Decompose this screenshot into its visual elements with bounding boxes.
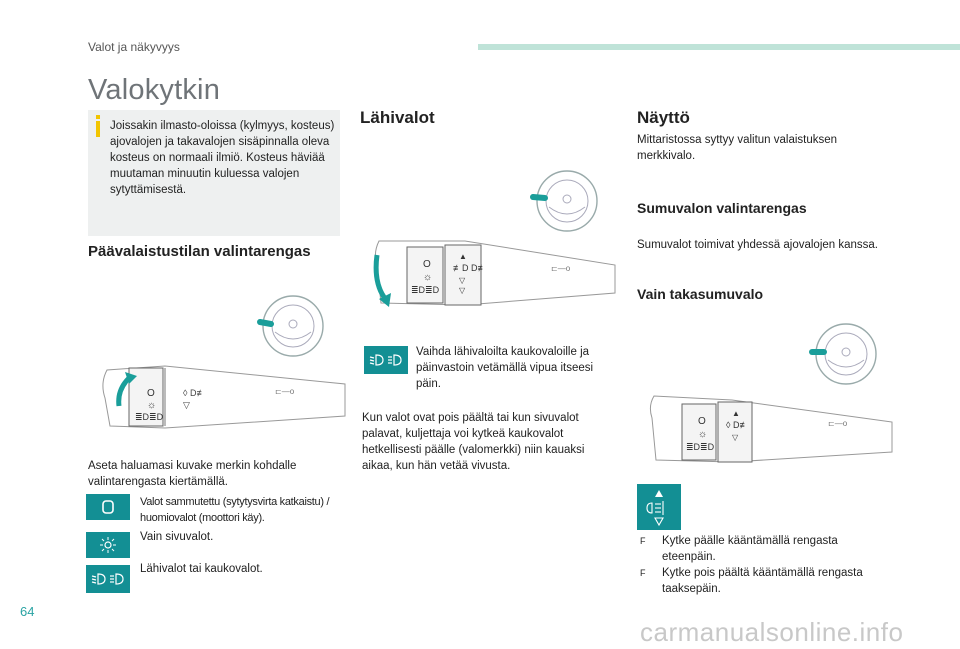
off-icon xyxy=(86,494,130,520)
svg-text:▽: ▽ xyxy=(183,400,190,410)
svg-text:⊏—o: ⊏—o xyxy=(551,264,571,273)
svg-text:O: O xyxy=(423,259,431,270)
page-number: 64 xyxy=(20,604,35,619)
svg-text:O: O xyxy=(147,388,155,399)
stalk-illustration xyxy=(365,165,620,310)
bullet-text: Kytke pois päältä kääntämällä rengasta taaksepäin. xyxy=(662,567,863,595)
svg-text:▲: ▲ xyxy=(459,252,467,261)
svg-text:▽: ▽ xyxy=(459,286,466,295)
svg-text:≣D≣D: ≣D≣D xyxy=(135,412,164,422)
display-text: Mittaristossa syttyy valitun valaistuksen merkkivalo. xyxy=(637,134,838,162)
svg-text:O: O xyxy=(698,416,706,427)
svg-text:≣D≣D: ≣D≣D xyxy=(411,285,440,295)
svg-text:▽: ▽ xyxy=(732,433,739,442)
header-accent-bar xyxy=(478,44,960,50)
svg-text:≣D≣D: ≣D≣D xyxy=(686,442,715,452)
info-icon xyxy=(94,115,102,137)
headlights-icon xyxy=(86,565,130,593)
svg-text:⊏—o: ⊏—o xyxy=(828,419,848,428)
flash-paragraph: Kun valot ovat pois päältä tai kun sivuvalot palavat, kuljettaja voi kytkeä kaukovalot hetkellisesti päälle (valomerkki) niin kauaksi aikaa, kun hän vetää vivusta. xyxy=(362,412,585,472)
off-label: Valot sammutettu (sytytysvirta katkaistu) / huomiovalot (moottori käy). xyxy=(140,496,330,524)
svg-text:☼: ☼ xyxy=(147,400,157,411)
fog-ring-heading: Sumuvalon valintarengas xyxy=(637,200,807,216)
lighting-ring-illustration xyxy=(95,288,350,433)
col1-intro: Aseta haluamasi kuvake merkin kohdalle valintarengasta kiertämällä. xyxy=(88,460,297,488)
svg-text:▽: ▽ xyxy=(459,276,466,285)
headlights-label: Lähivalot tai kaukovalot. xyxy=(140,563,263,575)
steering-wheel-icon xyxy=(537,171,597,231)
rear-fog-illustration xyxy=(642,318,897,468)
high-low-beam-icon xyxy=(369,353,403,367)
rear-fog-heading: Vain takasumuvalo xyxy=(637,286,764,302)
fog-text: Sumuvalot toimivat yhdessä ajovalojen kanssa. xyxy=(637,239,878,251)
sidelights-label: Vain sivuvalot. xyxy=(140,531,214,543)
svg-text:◊ D≢: ◊ D≢ xyxy=(726,420,749,430)
bullet-text: Kytke päälle kääntämällä rengasta eteenpäin. xyxy=(662,535,838,563)
low-beam-heading: Lähivalot xyxy=(360,108,435,127)
watermark: carmanualsonline.info xyxy=(640,617,904,647)
rear-fog-light-icon xyxy=(646,487,672,527)
svg-text:◊ D≢: ◊ D≢ xyxy=(183,388,206,398)
bullet-mark: F xyxy=(640,536,646,546)
high-beam-toggle-icon xyxy=(364,346,408,374)
info-text: Joissakin ilmasto-oloissa (kylmyys, kosteus) ajovalojen ja takavalojen sisäpinnalla oleva kosteus on normaali ilmiö. Kosteus häviää muutaman minuutin kuluessa valojen sytyttämisestä. xyxy=(110,120,335,196)
high-beam-toggle-label: Vaihda lähivaloilta kaukovaloille ja päinvastoin vetämällä vipua itseesi päin. xyxy=(416,346,594,390)
svg-text:▲: ▲ xyxy=(732,409,740,418)
svg-text:☼: ☼ xyxy=(423,272,433,283)
svg-text:☼: ☼ xyxy=(698,429,708,440)
bullet-mark: F xyxy=(640,568,646,578)
section-label: Valot ja näkyvyys xyxy=(88,40,180,54)
svg-text:≢D D≢: ≢D D≢ xyxy=(453,263,487,273)
page-title: Valokytkin xyxy=(88,74,221,106)
low-beam-icon xyxy=(91,572,125,586)
display-heading: Näyttö xyxy=(637,108,690,127)
sidelights-icon xyxy=(86,532,130,558)
main-mode-heading: Päävalaistustilan valintarengas xyxy=(88,243,311,260)
svg-text:⊏—o: ⊏—o xyxy=(275,387,295,396)
rear-fog-ring-icon xyxy=(637,484,681,530)
